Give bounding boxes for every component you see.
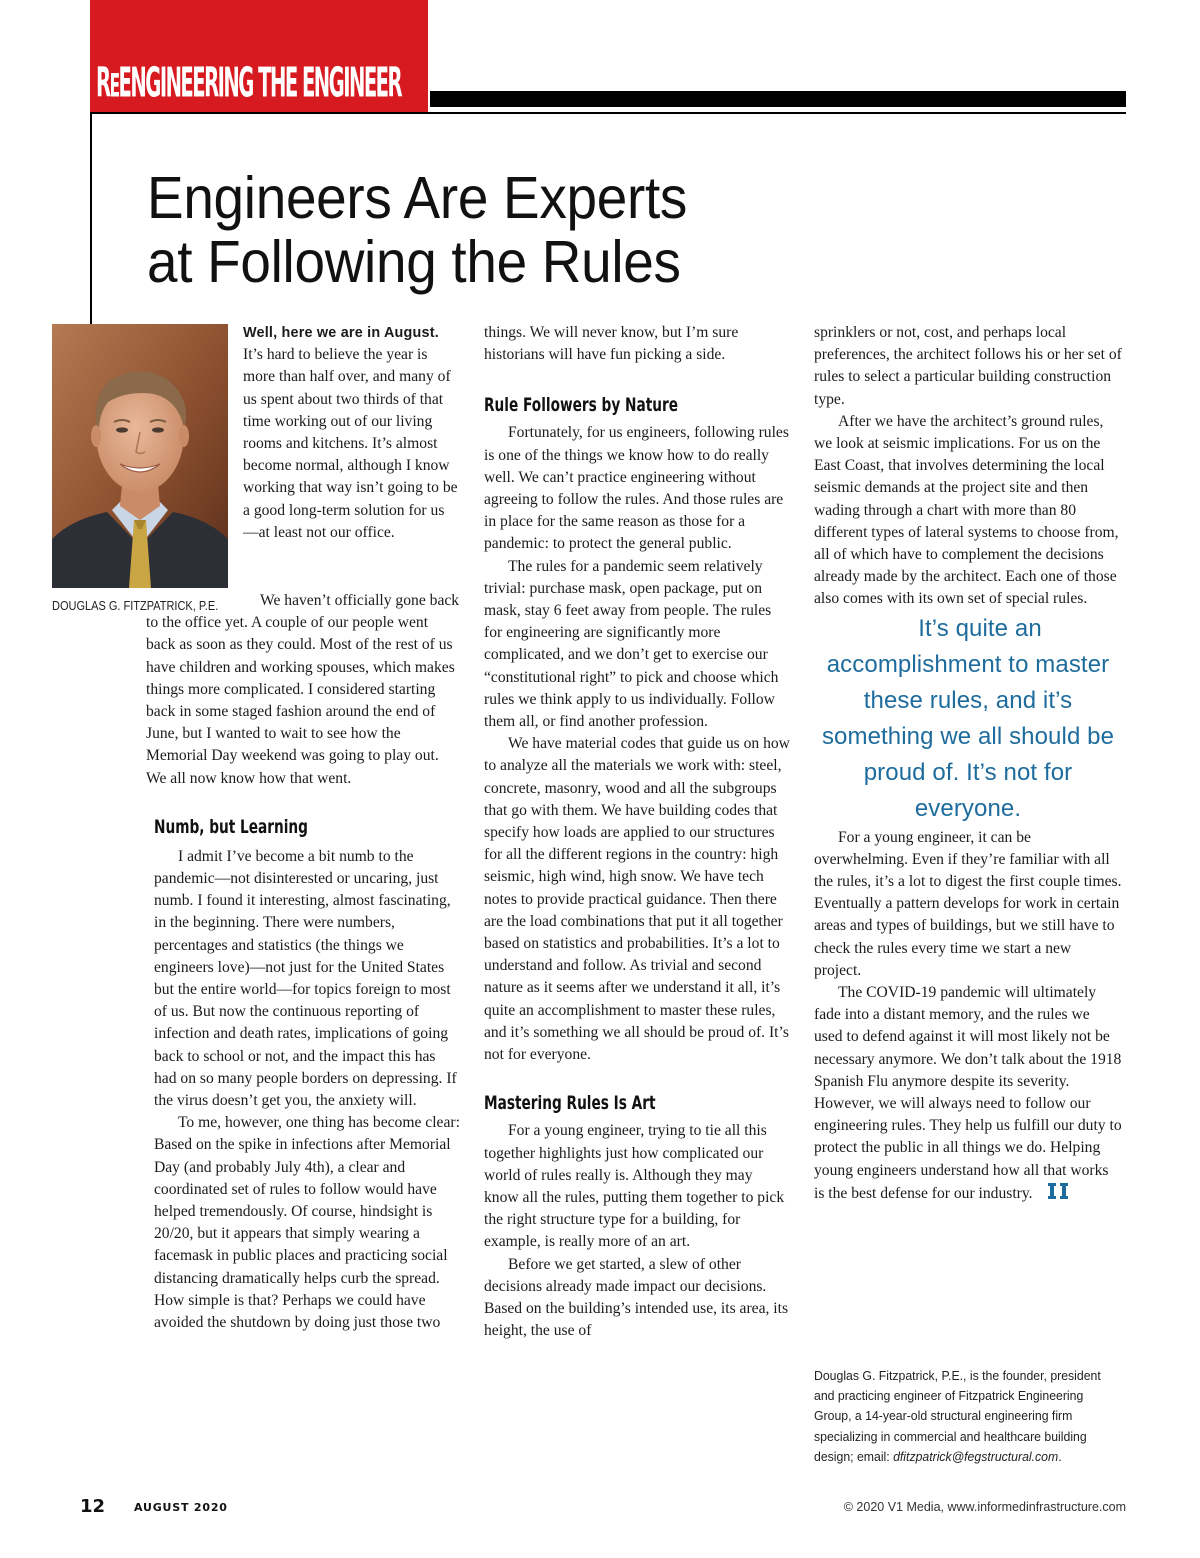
- author-email-link[interactable]: dfitzpatrick@fegstructural.com: [893, 1448, 1059, 1464]
- body-column-1-bottom: [146, 590, 461, 1334]
- paragraph-14: The COVID-19 pandemic will ultimately fade into a distant memory, and the rules we used to defend against it will most likely not be necessary anymore. We don’t talk about the 1918 Spanish Flu anymore despite its severity. However, we will always need to follow our engineering rules. They help us fulfill our duty to protect the public in all things we do. Helping young engineers understand how all that works is the best defense for our industry.: [814, 984, 1122, 1202]
- body-column-1-top: [243, 322, 458, 544]
- paragraph-6: Fortunately, for us engineers, following rules is one of the things we know how to do really well. We can’t practice engineering without agreeing to follow the rules. And those rules are in place for the same reason as those for a pandemic: to protect the general public.: [484, 424, 789, 553]
- issue-date: AUGUST 2020: [134, 1501, 228, 1514]
- header-rule-bar: [430, 91, 1126, 107]
- lead-paragraph: Well, here we are in August. It’s hard to believe the year is more than half over, and many of us spent about two thirds of that time working out of our living rooms and kitchens. It’s almost become normal, although I know working that way isn’t going to be a good long-term solution for us—at least not our office.: [243, 325, 458, 541]
- paragraph-8: We have material codes that guide us on how to analyze all the materials we work with: steel, concrete, masonry, wood and all the subgroups that go with them. We have building codes that specify how loads are applied to our structures for all the different regions in the country: high seismic, high wind, high snow. We have tech notes to provide practical guidance. Then there are the load combinations that put it all together based on statistics and probabilities. It’s a lot to understand and follow. As trivial and second nature as it seems after we understand it all, it’s quite an accomplishment to master these rules, and it’s something we all should be proud of. It’s not for everyone.: [484, 735, 790, 1064]
- section-kicker: REENGINEERING THE ENGINEER: [96, 58, 402, 107]
- page-number: 12: [80, 1496, 106, 1517]
- copyright-notice: © 2020 V1 Media, www.informedinfrastructure.com: [843, 1500, 1126, 1514]
- paragraph-5: things. We will never know, but I’m sure historians will have fun picking a side.: [484, 324, 739, 364]
- lead-in: Well, here we are in August.: [243, 325, 439, 341]
- author-photo: [52, 324, 228, 588]
- paragraph-2: We haven’t officially gone back to the office yet. A couple of our people went back as soon as they could. Most of the rest of us have children and working spouses, which makes things more complicated. I considered starting back in some staged fashion around the end of June, but I wanted to wait to see how the Memorial Day weekend was going to play out. We all now know how that went.: [146, 592, 460, 787]
- body-column-2: [484, 322, 791, 1342]
- left-margin-rule: [90, 112, 92, 324]
- paragraph-9: For a young engineer, trying to tie all this together highlights just how complicated our world of rules really is. Although they may know all the rules, putting them together to pick the right structure type for a building, for example, is really more of an art.: [484, 1122, 785, 1251]
- author-bio: Douglas G. Fitzpatrick, P.E., is the founder, president and practicing engineer of Fitzpatrick Engineering Group, a 14-year-old structural engineering firm specializing in commercial and healthcare building design; email: dfitzpatrick@fegstructural.com.: [814, 1368, 1101, 1464]
- paragraph-4: To me, however, one thing has become clear: Based on the spike in infections after Memorial Day (and probably July 4th), a clear and coordinated set of rules to follow would have helped tremendously. Of course, hindsight is 20/20, but it appears that simply wearing a facemask in public places and practicing social distancing dramatically helps curb the spread. How simple is that? Perhaps we could have avoided the shutdown by doing just those two: [154, 1114, 460, 1332]
- article-title-line-1: Engineers Are Experts: [147, 165, 688, 231]
- end-mark-icon: [1047, 1182, 1069, 1200]
- paragraph-13: For a young engineer, it can be overwhelming. Even if they’re familiar with all the rules, it’s a lot to digest the first couple times. Eventually a pattern develops for work in certain areas and types of buildings, but we still have to check the rules every time we start a new project.: [814, 828, 1122, 979]
- photo-caption: DOUGLAS G. FITZPATRICK, P.E.: [52, 599, 219, 613]
- paragraph-12: After we have the architect’s ground rules, we look at seismic implications. For us on the East Coast, that involves determining the local seismic demands at the project site and then wading through a chart with more than 80 different types of lateral systems to choose from, all of which have to complement the decisions already made by the architect. Each one of those also comes with its own set of special rules.: [814, 412, 1119, 608]
- paragraph-11: sprinklers or not, cost, and perhaps local preferences, the architect follows his or her set of rules to select a particular building construction type.: [814, 324, 1122, 408]
- paragraph-7: The rules for a pandemic seem relatively trivial: purchase mask, open package, put on mask, stay 6 feet away from people. The rules for engineering are significantly more complicated, and we don’t get to exercise our “constitutional right” to pick and choose which rules we think apply to us individually. Follow them all, or find another profession.: [484, 557, 779, 731]
- subhead-mastering-rules: Mastering Rules Is Art: [484, 1092, 656, 1115]
- article-title-line-2: at Following the Rules: [147, 229, 681, 295]
- header-rule-line: [90, 112, 1126, 114]
- paragraph-10: Before we get started, a slew of other decisions already made impact our decisions. Based on the building’s intended use, its area, its height, the use of: [484, 1255, 789, 1340]
- subhead-numb-but-learning: Numb, but Learning: [154, 815, 308, 838]
- paragraph-3: I admit I’ve become a bit numb to the pandemic—not disinterested or uncaring, just numb. I found it interesting, almost fascinating, in the beginning. There were numbers, percentages and statistics (the things we engineers love)—not just for the United States but the entire world—for topics foreign to most of us. But now the continuous reporting of infection and death rates, implications of going back to school or not, and the impact this has had on so many people borders on depressing. If the virus doesn’t get you, the anxiety will.: [154, 847, 457, 1110]
- subhead-rule-followers: Rule Followers by Nature: [484, 394, 678, 417]
- pull-quote: It’s quite an accomplishment to master these rules, and it’s something we all should be proud of. It’s not for everyone.: [821, 614, 1115, 822]
- article-title: [147, 166, 687, 294]
- body-column-3: [814, 322, 1122, 1205]
